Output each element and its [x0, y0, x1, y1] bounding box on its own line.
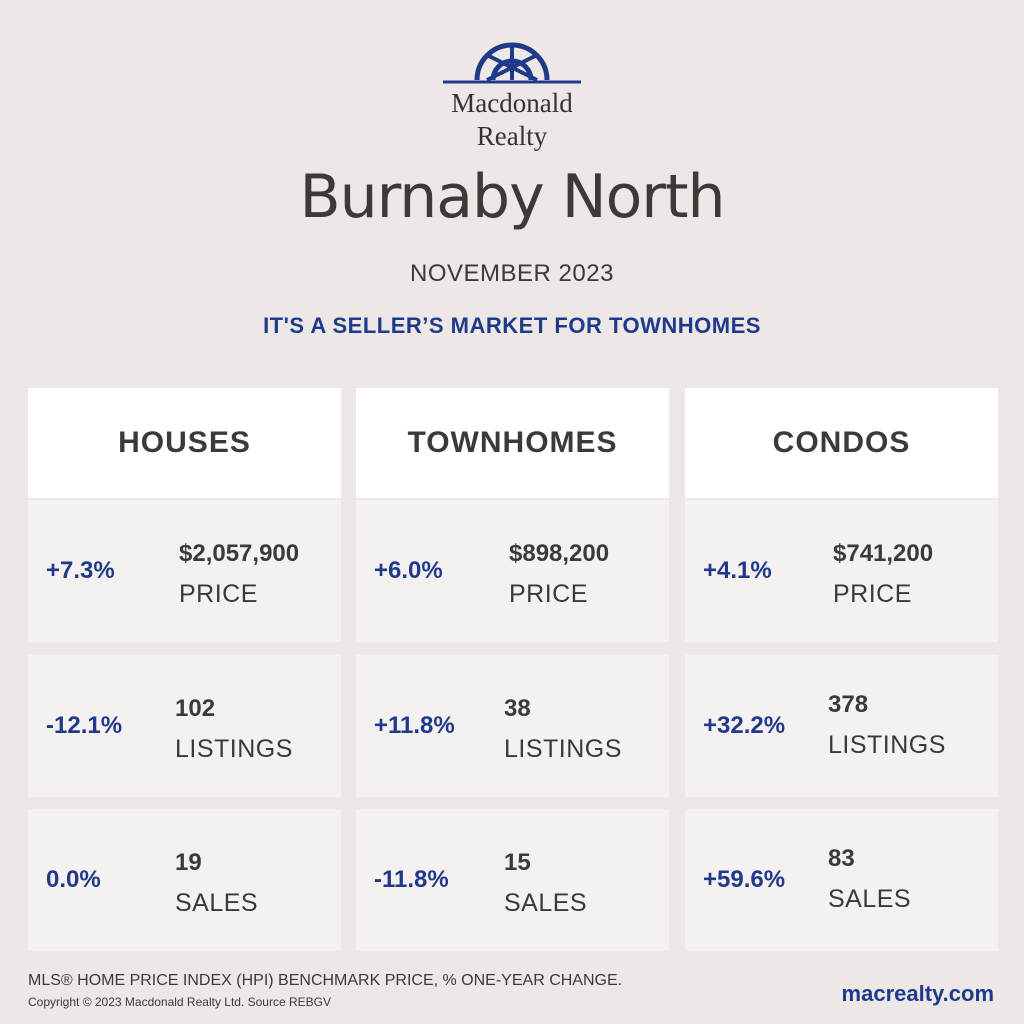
- condos-price-label: PRICE: [833, 580, 912, 608]
- houses-listings-card: [28, 655, 341, 797]
- houses-listings-value: 102: [175, 695, 216, 722]
- townhomes-sales-value: 15: [504, 849, 531, 876]
- column-header-houses: HOUSES: [28, 388, 341, 498]
- column-header-condos: CONDOS: [685, 388, 998, 498]
- houses-sales-label: SALES: [175, 889, 259, 917]
- townhomes-sales-change: -11.8%: [374, 866, 449, 893]
- houses-sales-card: [28, 809, 341, 951]
- townhomes-listings-value: 38: [504, 695, 531, 722]
- houses-listings-label: LISTINGS: [175, 735, 293, 763]
- condos-listings-value: 378: [828, 691, 869, 718]
- houses-price-value: $2,057,900: [179, 540, 300, 567]
- condos-price-change: +4.1%: [703, 557, 772, 584]
- condos-listings-card: [685, 655, 998, 797]
- houses-price-change: +7.3%: [46, 557, 115, 584]
- condos-sales-card: [685, 809, 998, 951]
- hpi-footnote: MLS® HOME PRICE INDEX (HPI) BENCHMARK PRICE, % ONE-YEAR CHANGE.: [28, 972, 623, 989]
- houses-sales-value: 19: [175, 849, 202, 876]
- houses-price-label: PRICE: [179, 580, 258, 608]
- website-link[interactable]: macrealty.com: [841, 981, 994, 1006]
- market-headline: IT'S A SELLER’S MARKET FOR TOWNHOMES: [263, 313, 761, 338]
- brand-name-line1: Macdonald: [451, 88, 573, 118]
- condos-sales-change: +59.6%: [703, 866, 786, 893]
- condos-price-value: $741,200: [833, 540, 934, 567]
- brand-name-line2: Realty: [476, 121, 548, 151]
- townhomes-price-value: $898,200: [509, 540, 610, 567]
- townhomes-price-card: [356, 500, 669, 642]
- houses-price-card: [28, 500, 341, 642]
- condos-listings-change: +32.2%: [703, 712, 786, 739]
- townhomes-sales-label: SALES: [504, 889, 588, 917]
- houses-listings-change: -12.1%: [46, 712, 123, 739]
- column-header-townhomes: TOWNHOMES: [356, 388, 669, 498]
- townhomes-price-label: PRICE: [509, 580, 588, 608]
- townhomes-listings-card: [356, 655, 669, 797]
- townhomes-sales-card: [356, 809, 669, 951]
- condos-sales-label: SALES: [828, 885, 912, 913]
- copyright-text: Copyright © 2023 Macdonald Realty Ltd. Source REBGV: [28, 995, 331, 1009]
- condos-price-card: [685, 500, 998, 642]
- townhomes-price-change: +6.0%: [374, 557, 443, 584]
- compass-rose-logo-icon: [437, 36, 587, 86]
- townhomes-listings-label: LISTINGS: [504, 735, 622, 763]
- brand-logo: [0, 36, 1024, 152]
- houses-sales-change: 0.0%: [46, 866, 101, 893]
- townhomes-listings-change: +11.8%: [374, 712, 455, 739]
- report-period: NOVEMBER 2023: [410, 260, 614, 287]
- condos-sales-value: 83: [828, 845, 855, 872]
- condos-listings-label: LISTINGS: [828, 731, 946, 759]
- region-title: Burnaby North: [299, 162, 725, 232]
